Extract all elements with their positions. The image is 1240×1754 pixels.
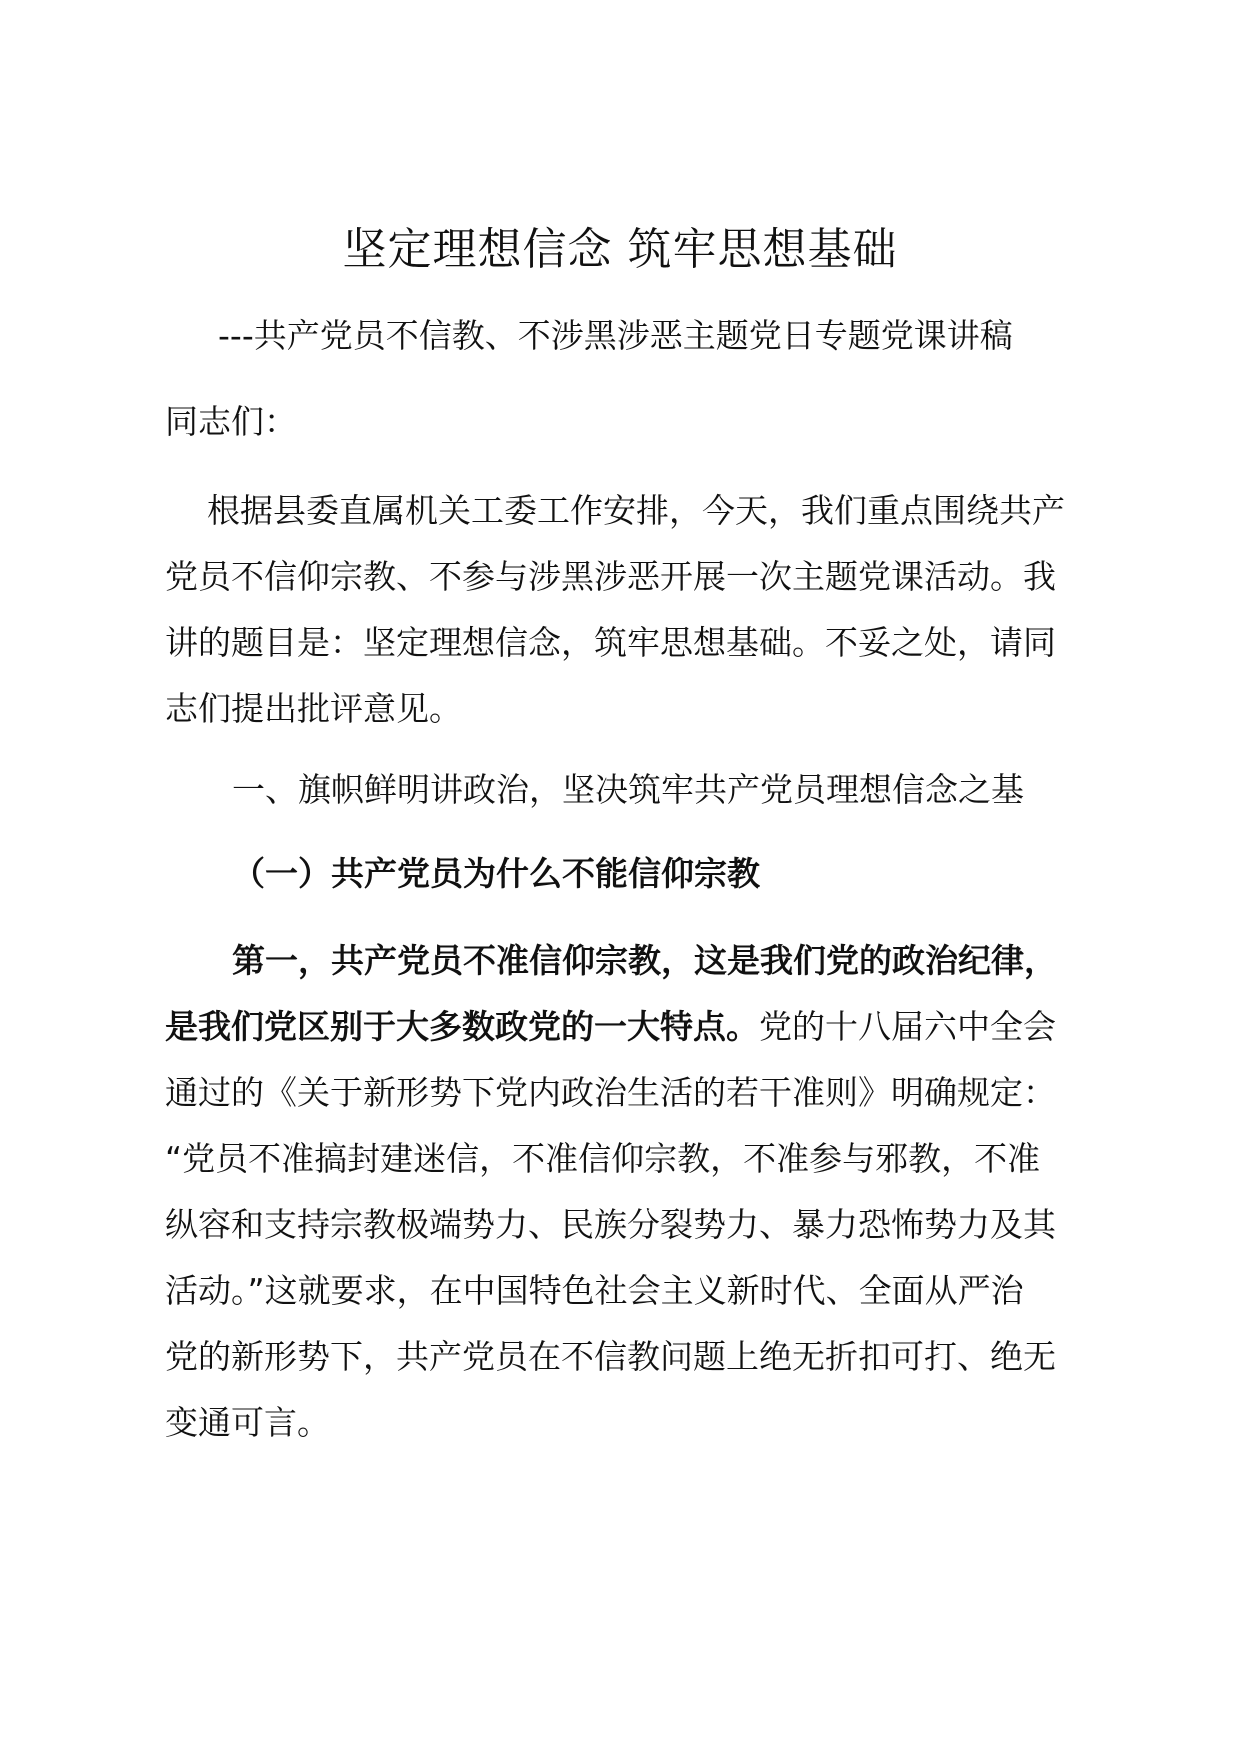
body-line: “党员不准搞封建迷信，不准信仰宗教，不准参与邪教，不准 <box>165 1139 1041 1178</box>
body-line-bold: 第一，共产党员不准信仰宗教，这是我们党的政治纪律， <box>232 941 1057 980</box>
body-line: 党的新形势下，共产党员在不信教问题上绝无折扣可打、绝无 <box>165 1337 1056 1376</box>
body-line-bold-part: 是我们党区别于大多数政党的一大特点。 <box>165 1007 759 1046</box>
body-line: 活动。”这就要求，在中国特色社会主义新时代、全面从严治 <box>165 1271 1024 1310</box>
intro-paragraph <box>165 478 1085 742</box>
document-title: 坚定理想信念 筑牢思想基础 <box>342 224 898 275</box>
intro-line: 根据县委直属机关工委工作安排，今天，我们重点围绕共产 <box>207 491 1065 530</box>
subsection-heading: （一）共产党员为什么不能信仰宗教 <box>232 854 760 893</box>
intro-line: 党员不信仰宗教、不参与涉黑涉恶开展一次主题党课活动。我 <box>165 557 1056 596</box>
body-line <box>165 994 1085 1060</box>
body-line: 变通可言。 <box>165 1403 330 1442</box>
body-paragraph <box>165 928 1085 1456</box>
intro-line: 讲的题目是：坚定理想信念，筑牢思想基础。不妥之处，请同 <box>165 623 1056 662</box>
salutation: 同志们： <box>165 402 297 441</box>
body-line: 纵容和支持宗教极端势力、民族分裂势力、暴力恐怖势力及其 <box>165 1205 1056 1244</box>
body-line: 通过的《关于新形势下党内政治生活的若干准则》明确规定： <box>165 1073 1056 1112</box>
intro-line: 志们提出批评意见。 <box>165 689 462 728</box>
document-subtitle: ---共产党员不信教、不涉黑涉恶主题党日专题党课讲稿 <box>218 316 1013 355</box>
section-heading: 一、旗帜鲜明讲政治，坚决筑牢共产党员理想信念之基 <box>232 770 1024 809</box>
body-line-normal-part: 党的十八届六中全会 <box>759 1007 1056 1046</box>
